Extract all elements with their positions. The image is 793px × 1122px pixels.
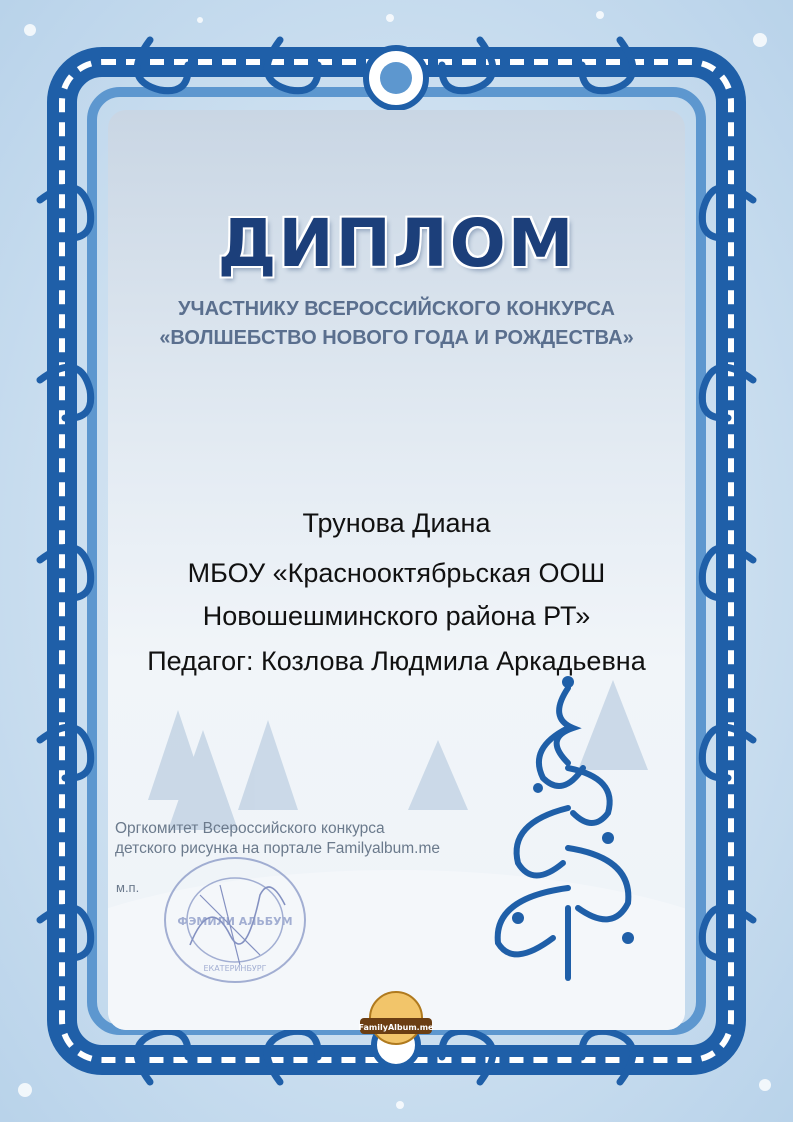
school-line-1: МБОУ «Краснооктябрьская ООШ [187, 558, 606, 588]
subtitle-line-1: УЧАСТНИКУ ВСЕРОССИЙСКОГО КОНКУРСА [178, 298, 615, 320]
school-line-2: Новошешминского района РТ» [202, 601, 591, 631]
logo-label: FamilyAlbum.me [358, 1023, 434, 1032]
christmas-tree-icon [478, 668, 658, 988]
organizer-line-1: Оргкомитет Всероссийского конкурса [115, 820, 385, 837]
familyalbum-logo [356, 990, 436, 1050]
official-stamp [160, 855, 310, 985]
stamp-label: ФЭМИЛИ АЛЬБУМ [177, 915, 293, 928]
stamp-city: ЕКАТЕРИНБУРГ [203, 964, 267, 973]
diploma-title: ДИПЛОМ [217, 205, 576, 282]
seal-place-label: м.п. [116, 880, 140, 895]
recipient-name: Трунова Диана [302, 508, 491, 538]
teacher-line: Педагог: Козлова Людмила Аркадьевна [147, 646, 646, 676]
subtitle-line-2: «ВОЛШЕБСТВО НОВОГО ГОДА И РОЖДЕСТВА» [159, 327, 634, 349]
organizer-line-2: детского рисунка на портале Familyalbum.me [115, 840, 441, 857]
